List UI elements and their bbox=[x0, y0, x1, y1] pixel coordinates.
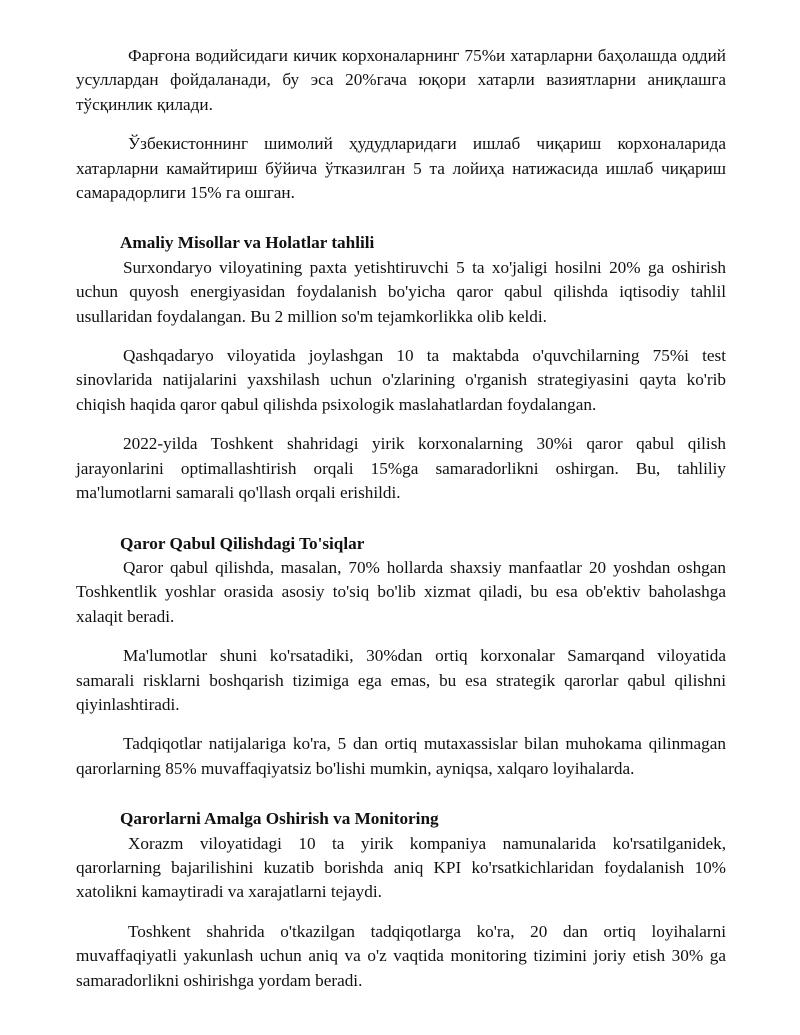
paragraph-samarkand-risk: Ma'lumotlar shuni ko'rsatadiki, 30%dan ortiq korxonalar Samarqand viloyatida samarali risklarni boshqarish tizimiga ega emas, bu esa strategik qarorlar qabul qilishni qiyinlashtiradi. bbox=[76, 646, 726, 714]
paragraph-expert-discussion: Tadqiqotlar natijalariga ko'ra, 5 dan ortiq mutaxassislar bilan muhokama qilinmagan qarorlarning 85% muvaffaqiyatsiz bo'lishi mumkin, ayniqsa, xalqaro loyihalarda. bbox=[76, 734, 726, 778]
paragraph-surxondaryo: Surxondaryo viloyatining paxta yetishtiruvchi 5 ta xo'jaligi hosilni 20% ga oshirish uchun quyosh energiyasidan foydalanish bo'yicha qaror qabul qilishda iqtisodiy tahlil usullaridan foydalangan. Bu 2 million so'm tejamkorlikka olib keldi. bbox=[76, 257, 726, 326]
paragraph-qashqadaryo: Qashqadaryo viloyatida joylashgan 10 ta maktabda o'quvchilarning 75%i test sinovlarida natijalarini yaxshilash uchun o'zlarining o'rganish strategiyasini qayta ko'rib chiqish haqida qaror qabul qilishda psixologik maslahatlardan foydalangan. bbox=[76, 346, 726, 414]
heading-implementation-monitoring: Qarorlarni Amalga Oshirish va Monitoring bbox=[120, 809, 439, 829]
heading-case-studies: Amaliy Misollar va Holatlar tahlili bbox=[120, 233, 375, 253]
paragraph-tashkent-2022: 2022-yilda Toshkent shahridagi yirik korxonalarning 30%i qaror qabul qilish jarayonlarini optimallashtirish orqali 15%ga samaradorlikni oshirgan. Bu, tahliliy ma'lumotlarni samarali qo'llash orqali erishildi. bbox=[76, 434, 726, 503]
document-body bbox=[76, 44, 726, 993]
heading-obstacles: Qaror Qabul Qilishdagi To'siqlar bbox=[120, 533, 365, 553]
paragraph-fergana-risk: Фарғона водийсидаги кичик корхоналарнинг 75%и хатарларни баҳолашда оддий усуллардан фойдаланади, бу эса 20%гача юқори хатарли вазиятларни аниқлашга тўсқинлик қилади. bbox=[76, 46, 726, 114]
paragraph-khorezm-kpi: Xorazm viloyatidagi 10 ta yirik kompaniya namunalarida ko'rsatilganidek, qarorlarning bajarilishini kuzatib borishda aniq KPI ko'rsatkichlaridan foydalanish 10% xatolikni kamaytiradi va xarajatlarni tejaydi. bbox=[76, 833, 726, 902]
paragraph-personal-interests: Qaror qabul qilishda, masalan, 70% hollarda shaxsiy manfaatlar 20 yoshdan oshgan Toshkentlik yoshlar orasida asosiy to'siq bo'lib xizmat qiladi, bu esa ob'ektiv baholashga xalaqit beradi. bbox=[76, 557, 726, 626]
paragraph-north-production: Ўзбекистоннинг шимолий ҳудудларидаги ишлаб чиқариш корхоналарида хатарларни камайтириш бўйича ўтказилган 5 та лойиҳа натижасида ишлаб чиқариш самарадорлиги 15% га ошган. bbox=[76, 134, 726, 203]
paragraph-tashkent-monitoring: Toshkent shahrida o'tkazilgan tadqiqotlarga ko'ra, 20 dan ortiq loyihalarni muvaffaqiyatli yakunlash uchun aniq va o'z vaqtida monitoring tizimini joriy etish 30% ga samaradorlikni oshirishga yordam beradi. bbox=[76, 921, 726, 990]
